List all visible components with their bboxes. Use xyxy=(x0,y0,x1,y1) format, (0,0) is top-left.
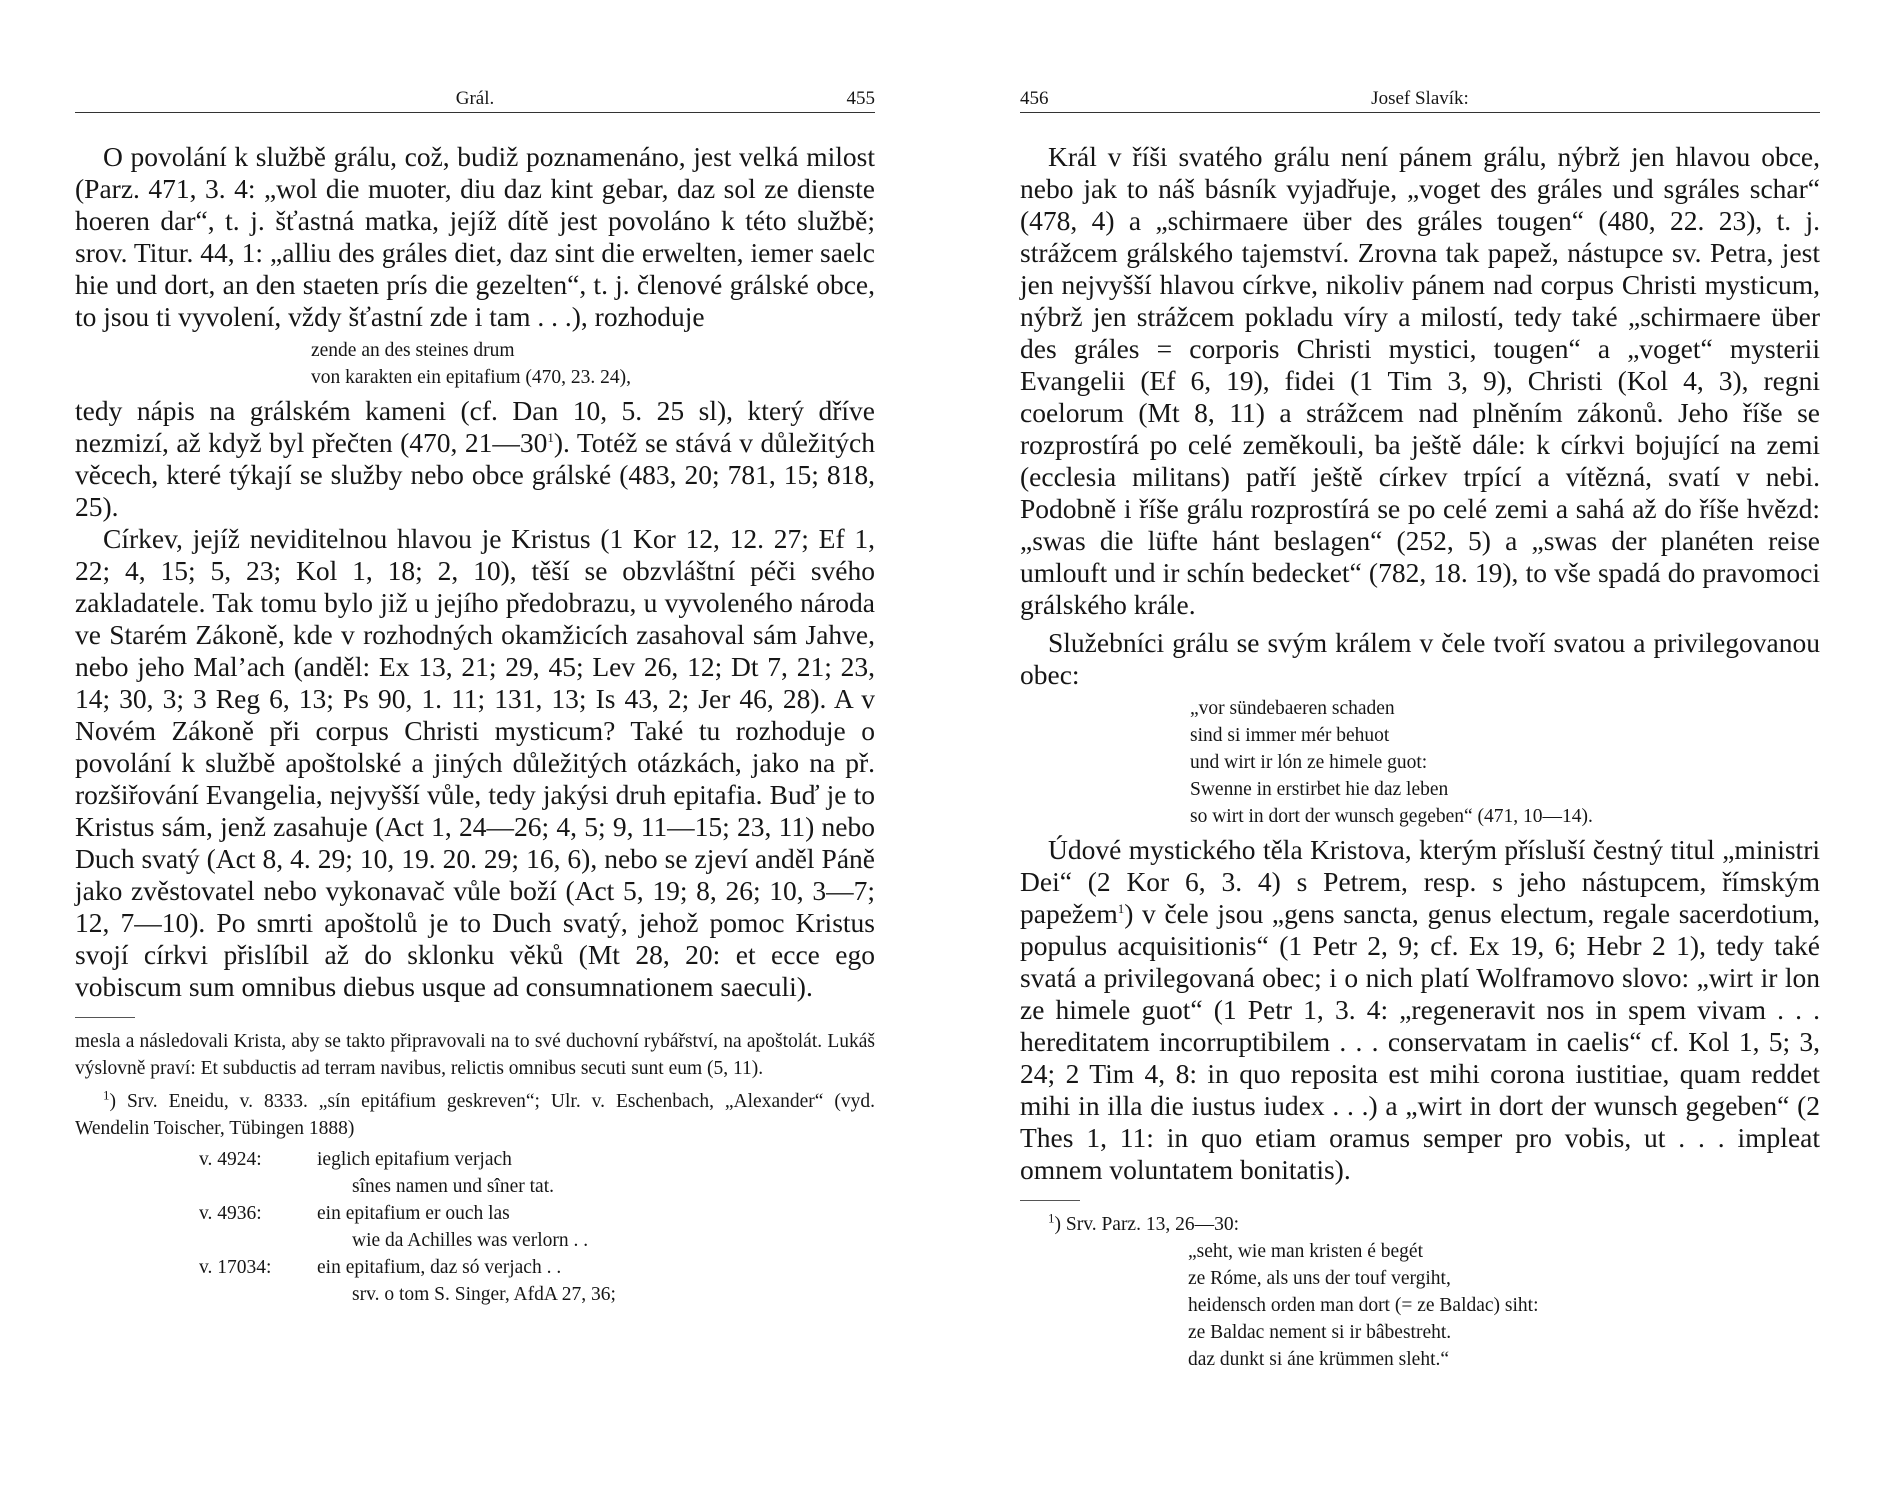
verse-line: srv. o tom S. Singer, AfdA 27, 36; xyxy=(352,1284,616,1305)
footnote-text: ) Srv. Eneidu, v. 8333. „sín epitáfium geskreven“; Ulr. v. Eschenbach, „Alexander“ (vyd. Wendelin Toischer, Tübingen 1888) xyxy=(75,1091,875,1139)
verse-line: „seht, wie man kristen é begét xyxy=(1188,1241,1423,1262)
text-run: ) v čele jsou „gens sancta, genus electum, regale sacerdotium, populus acquisitionis“ (1 Petr 2, 9; cf. Ex 19, 6; Hebr 2 1), tedy také svatá a privilegovaná obec; i o nich platí Wolframovo slovo: „wirt ir lon ze himele guot“ (1 Petr 1, 3. 4: „regeneravit nos in spem vivam . . . hereditatem incorruptibilem . . . conservatam in caelis“ cf. Kol 1, 5; 3, 24; 2 Tim 4, 8: in quo reposita est mihi corona iustitiae, quam reddet mihi in illa die iustus iudex . . .) a „wirt in dort der wunsch gegeben“ (2 Thes 1, 11: in quo etiam oramus semper pro vobis, ut . . . impleat omnem voluntatem bonitatis). xyxy=(1020,898,1820,1185)
footnote-rule xyxy=(75,1017,135,1018)
paragraph xyxy=(75,395,875,523)
paragraph: Církev, jejíž neviditelnou hlavou je Kristus (1 Kor 12, 12. 27; Ef 1, 22; 4, 15; 5, 23; Kol 1, 18; 2, 10), těší se obzvláštní péči svého zakladatele. Tak tomu bylo již u jejího předobrazu, u vyvoleného národa ve Starém Zákoně, kde v rozhodných okamžicích zasahoval sám Jahve, nebo jeho Mal’ach (anděl: Ex 13, 21; 29, 45; Lev 26, 12; Dt 7, 21; 23, 14; 30, 3; 3 Reg 6, 13; Ps 90, 1. 11; 131, 13; Is 43, 2; Jer 46, 28). A v Novém Zákoně při corpus Christi mysticum? Také tu rozhoduje o povolání k službě apoštolské a jiných důležitých otázkách, jako na př. rozšiřování Evangelia, nejvyšší vůle, tedy jakýsi druh epitafia. Buď je to Kristus sám, jenž zasahuje (Act 1, 24—26; 4, 5; 9, 11—15; 23, 11) nebo Duch svatý (Act 8, 4. 29; 10, 19. 20. 29; 16, 6), nebo se zjeví anděl Páně jako zvěstovatel nebo vykonavač vůle boží (Act 5, 19; 8, 26; 10, 3—7; 12, 7—10). Po smrti apoštolů je to Duch svatý, jehož pomoc Kristus svojí církvi přislíbil až do sklonku věků (Mt 28, 20: et ecce ego vobiscum sum omnibus diebus usque ad consumnationem saeculi). xyxy=(75,523,875,1002)
verse-line: heidensch orden man dort (= ze Baldac) siht: xyxy=(1188,1295,1539,1316)
footnote-ref: 1 xyxy=(1117,900,1125,916)
page-number: 455 xyxy=(846,88,875,109)
verse-quote xyxy=(1020,695,1820,830)
verse-line: sind si immer mér behuot xyxy=(1190,725,1390,746)
paragraph: Král v říši svatého grálu není pánem grálu, nýbrž jen hlavou obce, nebo jak to náš básník vyjadřuje, „voget des gráles und sgráles schar“ (478, 4) a „schirmaere über des gráles tougen“ (480, 22. 23), t. j. strážcem grálského tajemství. Zrovna tak papež, nástupce sv. Petra, jest jen nejvyšší hlavou církve, nikoliv pánem nad corpus Christi mysticum, nýbrž jen strážcem pokladu víry a milostí, tedy také „schirmaere über des gráles = corporis Christi mystici, tougen“ a „voget“ mysterii Evangelii (Ef 6, 19), fidei (1 Tim 3, 9), Christi (Kol 4, 3), regni coelorum (Mt 8, 11) a strážcem nad plněním zákonů. Jeho říše se rozprostírá po celé zeměkouli, ba ještě dále: k církvi bojující na zemi (ecclesia militans) patří ještě církev trpící a vítězná, svatí v nebi. Podobně i říše grálu rozprostírá se po celé zemi a sahá až do říše hvězd: „swas die lüfte hánt beslagen“ (252, 5) a „swas der planéten reise umlouft und ir schín bedecket“ (782, 18. 19), to vše spadá do pravomoci grálského krále. xyxy=(1020,141,1820,620)
footnote-text: ) Srv. Parz. 13, 26—30: xyxy=(1054,1214,1240,1235)
footnote-continuation: mesla a následovali Krista, aby se takto připravovali na to své duchovní rybářství, na apoštolát. Lukáš výslovně praví: Et subductis ad terram navibus, relictis omnibus secuti sunt eum (5, 11). xyxy=(75,1031,875,1079)
verse-label: v. 17034: xyxy=(199,1257,272,1278)
verse-line: daz dunkt si áne krümmen sleht.“ xyxy=(1188,1349,1450,1370)
text-run: Údové mystického těla Kristova, kterým přísluší čestný titul „ministri Dei“ (2 Kor 6, 3. 4) s Petrem, resp. s jeho nástupcem, římským papežem xyxy=(1020,834,1820,929)
footnote xyxy=(1020,1211,1820,1238)
verse-line: zende an des steines drum xyxy=(311,340,515,361)
verse-line: ieglich epitafium verjach xyxy=(317,1149,512,1170)
running-head-left xyxy=(75,82,875,113)
footnotes-right xyxy=(1020,1211,1820,1373)
footnotes-left xyxy=(75,1028,875,1308)
paragraph: Služebníci grálu se svým králem v čele tvoří svatou a privilegovanou obec: xyxy=(1020,627,1820,690)
text-run: ). Totéž se stává v důležitých věcech, které týkají se služby nebo obce grálské (483, 20; 781, 15; 818, 25). xyxy=(75,427,875,522)
paragraph: O povolání k službě grálu, což, budiž poznamenáno, jest velká milost (Parz. 471, 3. 4: „wol die muoter, diu daz kint gebar, daz sol ze dienste hoeren dar“, t. j. šťastná matka, jejíž dítě jest povoláno k této službě; srov. Titur. 44, 1: „alliu des gráles diet, daz sint die erwelten, iemer saelc hie und dort, an den staeten prís die gezelten“, t. j. členové grálské obce, to jsou ti vyvolení, vždy šťastní zde i tam . . .), rozhoduje xyxy=(75,141,875,332)
footnote-rule xyxy=(1020,1200,1080,1201)
footnote-marker: 1 xyxy=(103,1087,110,1103)
paragraph xyxy=(1020,834,1820,1186)
verse-label: v. 4936: xyxy=(199,1203,262,1224)
verse-line: Swenne in erstirbet hie daz leben xyxy=(1190,779,1449,800)
left-page xyxy=(75,82,875,1308)
right-page xyxy=(1020,82,1820,1373)
footnote-verse-list xyxy=(75,1146,875,1308)
verse-line: ein epitafium, daz só verjach . . xyxy=(317,1257,562,1278)
body-text-left xyxy=(75,141,875,1003)
verse-line: wie da Achilles was verlorn . . xyxy=(352,1230,589,1251)
verse-quote xyxy=(75,337,875,391)
text-run: tedy nápis na grálském kameni (cf. Dan 10, 5. 25 sl), který dříve nezmizí, až když byl přečten (470, 21—30 xyxy=(75,395,875,458)
footnote-verse xyxy=(1020,1238,1820,1373)
footnote xyxy=(75,1088,875,1142)
verse-entry xyxy=(75,1254,875,1281)
verse-label: v. 4924: xyxy=(199,1149,262,1170)
verse-line: sînes namen und sîner tat. xyxy=(352,1176,554,1197)
running-title: Josef Slavík: xyxy=(1371,88,1469,109)
verse-line: ze Róme, als uns der touf vergiht, xyxy=(1188,1268,1451,1289)
footnote-ref: 1 xyxy=(547,429,554,445)
verse-line: von karakten ein epitafium (470, 23. 24), xyxy=(311,367,632,388)
verse-entry xyxy=(75,1146,875,1173)
verse-line: „vor sündebaeren schaden xyxy=(1190,698,1395,719)
verse-line: und wirt ir lón ze himele guot: xyxy=(1190,752,1428,773)
running-head-right xyxy=(1020,82,1820,113)
verse-line: ein epitafium er ouch las xyxy=(317,1203,510,1224)
page-number: 456 xyxy=(1020,88,1049,109)
verse-line: ze Baldac nement si ir bâbestreht. xyxy=(1188,1322,1452,1343)
verse-entry xyxy=(75,1200,875,1227)
body-text-right xyxy=(1020,141,1820,1186)
running-title: Grál. xyxy=(455,88,495,109)
verse-line: so wirt in dort der wunsch gegeben“ (471, 10—14). xyxy=(1190,806,1593,827)
footnote-marker: 1 xyxy=(1048,1210,1055,1226)
